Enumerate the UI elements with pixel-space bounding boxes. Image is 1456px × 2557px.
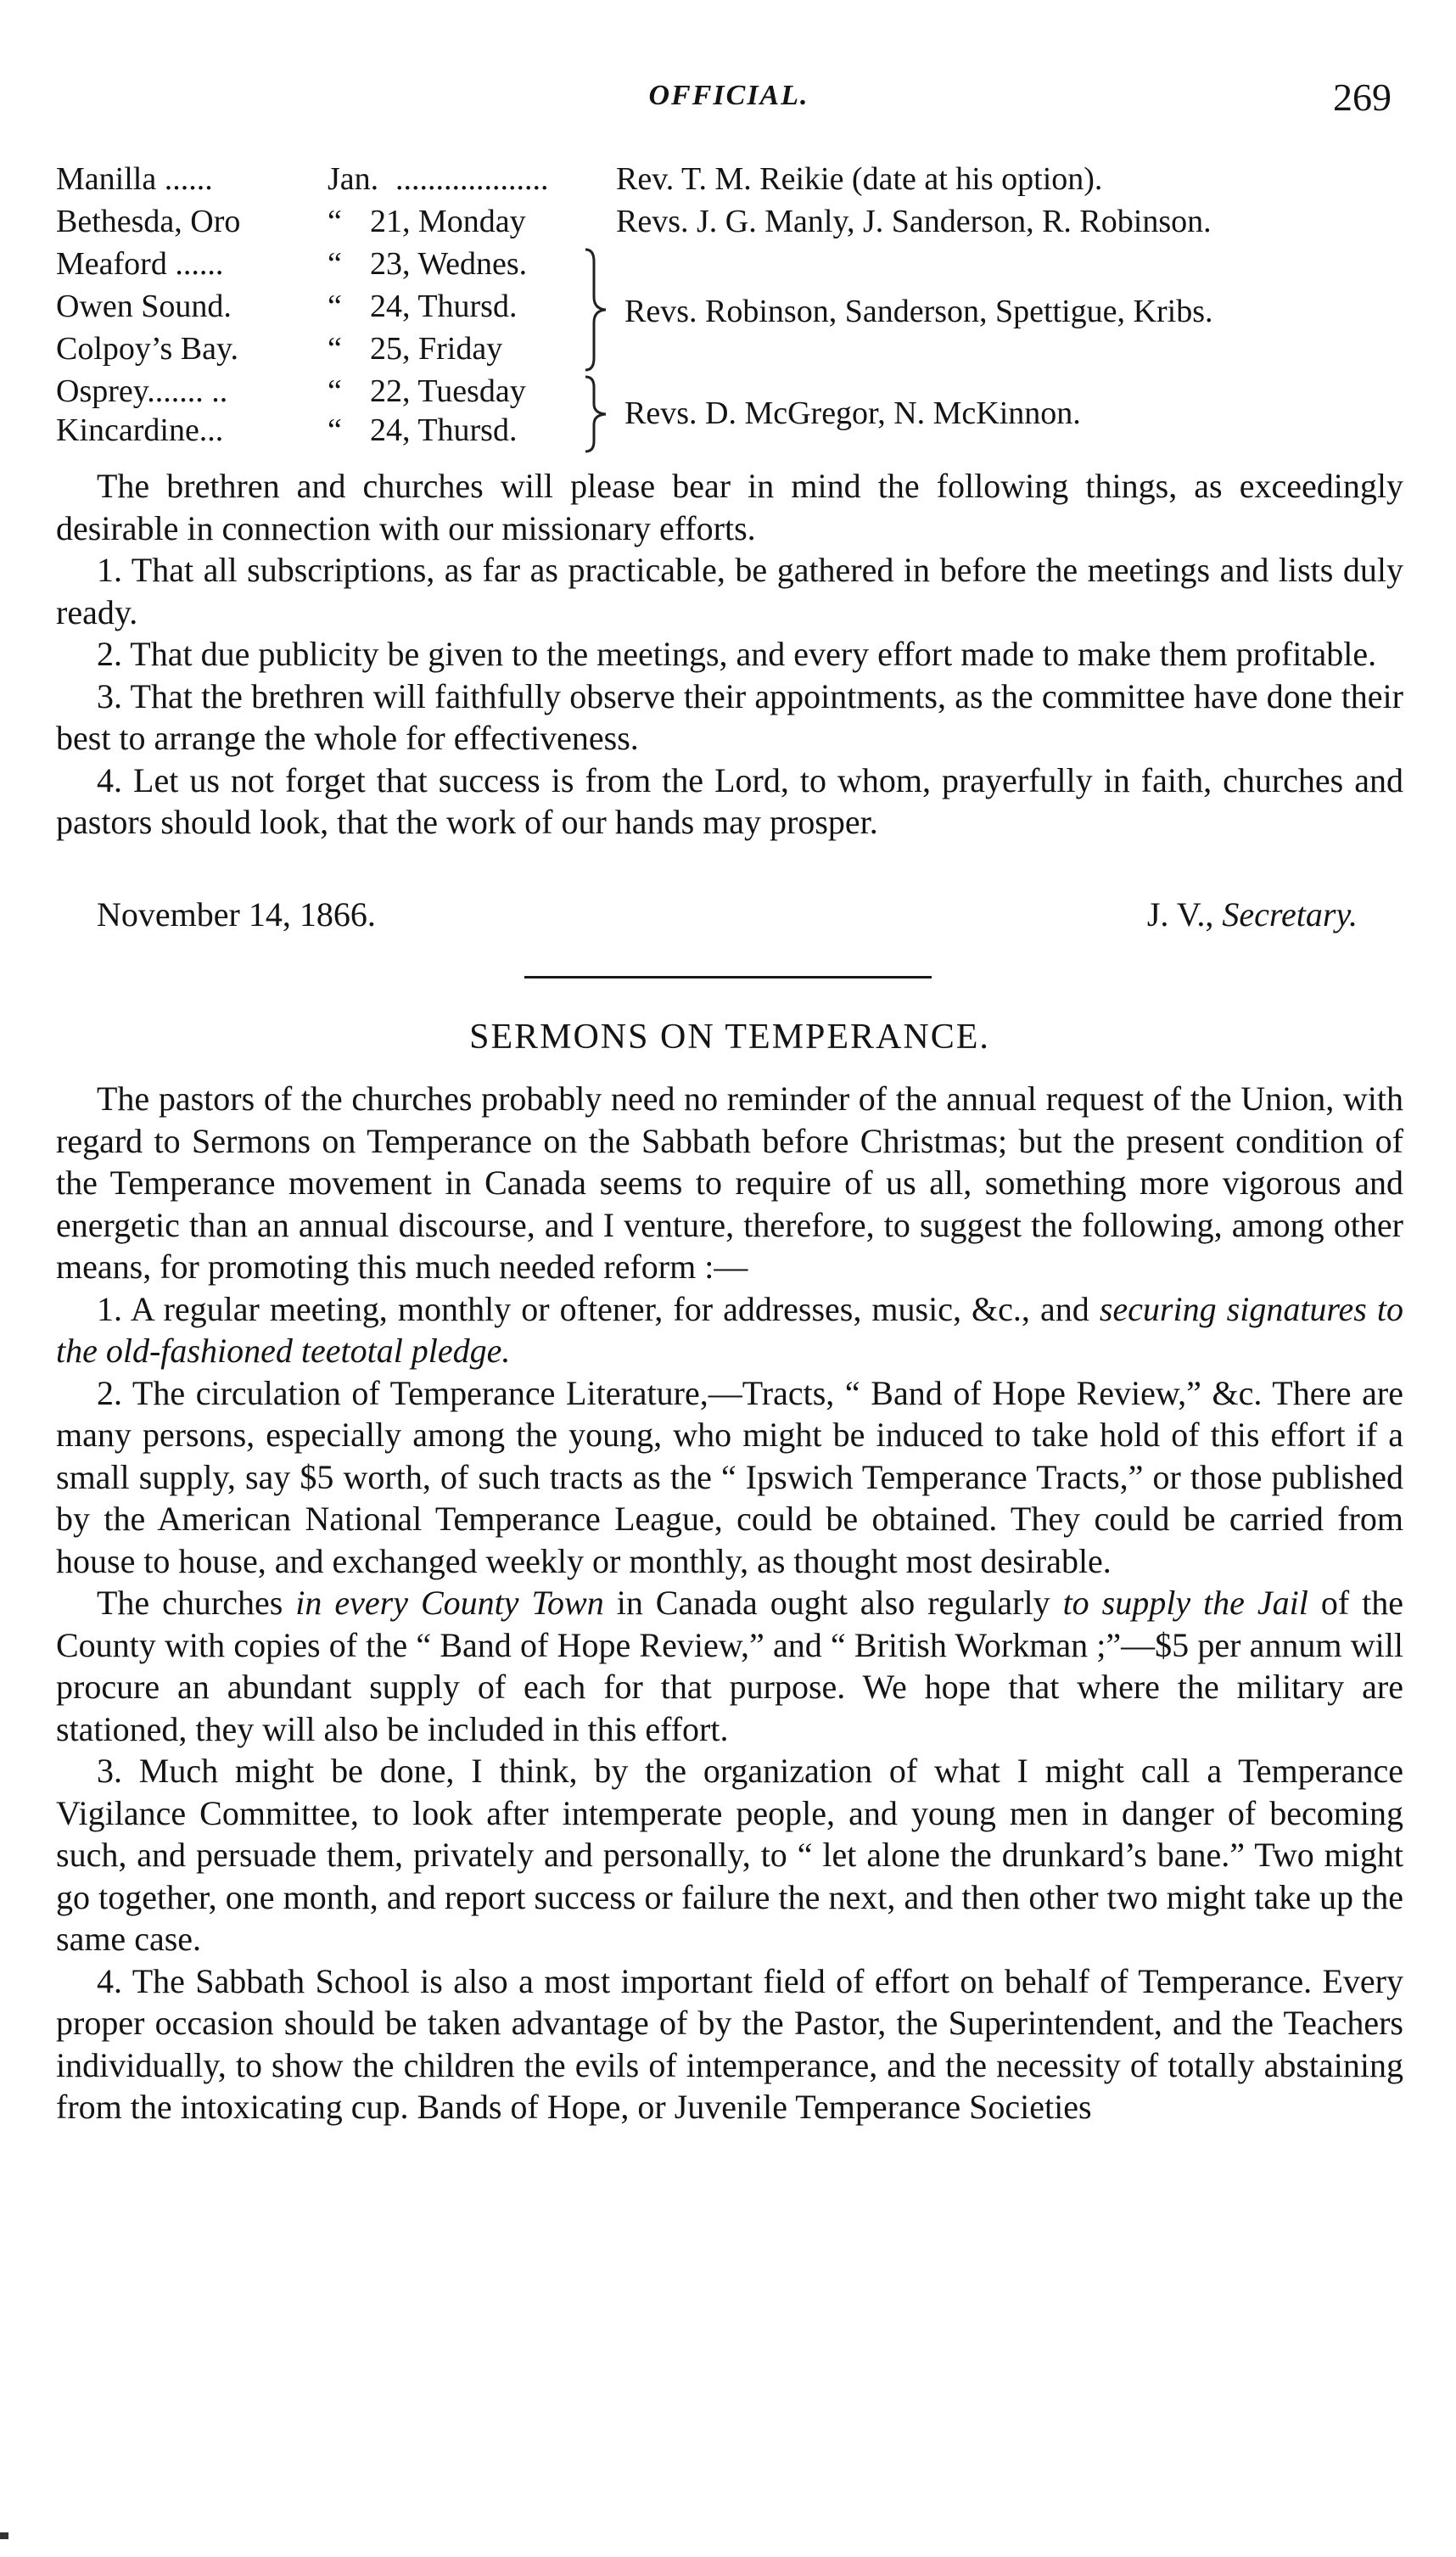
signature-initials: J. V., [1146, 895, 1214, 934]
schedule-month: “ [328, 373, 342, 409]
article-item-two: 2. The circulation of Temperance Literature,—Tracts, “ Band of Hope Review,” &c. There are many persons, especially among the young, who might be induced to take hold of this effort if a small supply, say $5 worth, of such tracts as the “ Ipswich Temperance Tracts,” or those published by the American National Temperance League, could be obtained. They could be carried from house to house, and exchanged weekly or monthly, as thought most desirable. [56, 1373, 1403, 1580]
schedule-place: Bethesda, Oro [56, 204, 241, 239]
schedule-month: “ [328, 204, 342, 239]
notice-item: 1. That all subscriptions, as far as practicable, be gathered in before the meetings and lists duly ready. [56, 551, 1403, 631]
page-header [56, 75, 1402, 129]
notice-item: 2. That due publicity be given to the meetings, and every effort made to make them profitable. [97, 635, 1377, 673]
item-one-text: 1. A regular meeting, monthly or oftener, for addresses, music, &c., and [97, 1289, 1089, 1328]
schedule-place: Manilla ...... [56, 161, 213, 197]
article-item-one [56, 1288, 1403, 1372]
group-one-preachers: Revs. Robinson, Sanderson, Spettigue, Kribs. [624, 294, 1213, 329]
running-title: OFFICIAL. [648, 80, 809, 111]
schedule-month: “ [328, 246, 342, 282]
schedule-month: “ [328, 412, 342, 448]
schedule-date: 22, Tuesday [370, 373, 526, 409]
schedule-date: 24, Thursd. [370, 412, 518, 448]
notice-item: 4. Let us not forget that success is from the Lord, to whom, prayerfully in faith, churches and pastors should look, that the work of our hands may prosper. [56, 760, 1403, 841]
jail-text: of the County with copies of the “ Band of Hope Review,” and “ British Workman ;”—$5 per annum will procure an abundant supply of each for that purpose. We hope that where the military are stationed, they will also be included in this effort. [56, 1584, 1404, 1748]
scan-edge-mark [0, 2532, 8, 2539]
schedule-leaders: ................... [395, 161, 549, 197]
schedule-place: Owen Sound. [56, 289, 232, 324]
schedule-date: 21, Monday [370, 204, 526, 239]
jail-italic: in every County Town [295, 1584, 604, 1622]
notice-date: November 14, 1866. [97, 895, 376, 934]
schedule-date: 25, Friday [370, 331, 503, 367]
notice-signoff [97, 894, 1358, 939]
section-divider [524, 976, 932, 979]
missionary-notice [56, 465, 1403, 844]
schedule-preachers: Revs. J. G. Manly, J. Sanderson, R. Robinson. [616, 204, 1212, 239]
page-number: 269 [1333, 76, 1392, 119]
section-heading: SERMONS ON TEMPERANCE. [469, 1018, 990, 1057]
schedule-month: Jan. [328, 161, 379, 197]
schedule-preachers: Rev. T. M. Reikie (date at his option). [616, 161, 1103, 197]
item-one-italic: securing signatures to the old-fashioned teetotal pledge. [56, 1289, 1404, 1370]
brace-group-two [580, 373, 614, 455]
schedule-date: 24, Thursd. [370, 289, 518, 324]
brace-group-one [580, 246, 614, 373]
article-item-three: 3. Much might be done, I think, by the organization of what I might call a Temperance Vigilance Committee, to look after intemperate people, and young men in danger of becoming such, and persuade them, privately and personally, to “ let alone the drunkard’s bane.” Two might go together, one month, and report success or failure the next, and then other two might take up the same case. [56, 1752, 1403, 1958]
article-intro: The pastors of the churches probably need no reminder of the annual request of the Union, with regard to Sermons on Temperance on the Sabbath before Christmas; but the present condition of the Temperance movement in Canada seems to require of us all, something more vigorous and energetic than an annual discourse, and I venture, therefore, to suggest the following, among other means, for promoting this much needed reform :— [56, 1079, 1403, 1286]
jail-text: in Canada ought also regularly [616, 1584, 1050, 1622]
notice-signature [1147, 894, 1358, 934]
article-item-four: 4. The Sabbath School is also a most important field of effort on behalf of Temperance. Every proper occasion should be taken advantage of by the Pastor, the Superintendent, and the Teachers individually, to show the children the evils of intemperance, and the necessity of totally abstaining from the intoxicating cup. Bands of Hope, or Juvenile Temperance Societies [56, 1961, 1403, 2126]
schedule-date: 23, Wednes. [370, 246, 528, 282]
schedule-place: Kincardine... [56, 412, 224, 448]
schedule-place: Colpoy’s Bay. [56, 331, 238, 367]
jail-italic: to supply the Jail [1062, 1584, 1308, 1622]
jail-text: The churches [97, 1584, 283, 1622]
notice-item: 3. That the brethren will faithfully observe their appointments, as the committee have done their best to arrange the whole for effectiveness. [56, 676, 1403, 757]
signature-title: Secretary. [1222, 895, 1358, 934]
schedule-month: “ [328, 289, 342, 324]
schedule-place: Meaford ...... [56, 246, 224, 282]
temperance-article [56, 1078, 1403, 2128]
notice-intro: The brethren and churches will please bear in mind the following things, as exceedingly desirable in connection with our missionary efforts. [56, 467, 1403, 547]
schedule-month: “ [328, 331, 342, 367]
article-jail-paragraph [56, 1582, 1403, 1750]
schedule-place: Osprey....... .. [56, 373, 228, 409]
group-two-preachers: Revs. D. McGregor, N. McKinnon. [624, 395, 1081, 431]
